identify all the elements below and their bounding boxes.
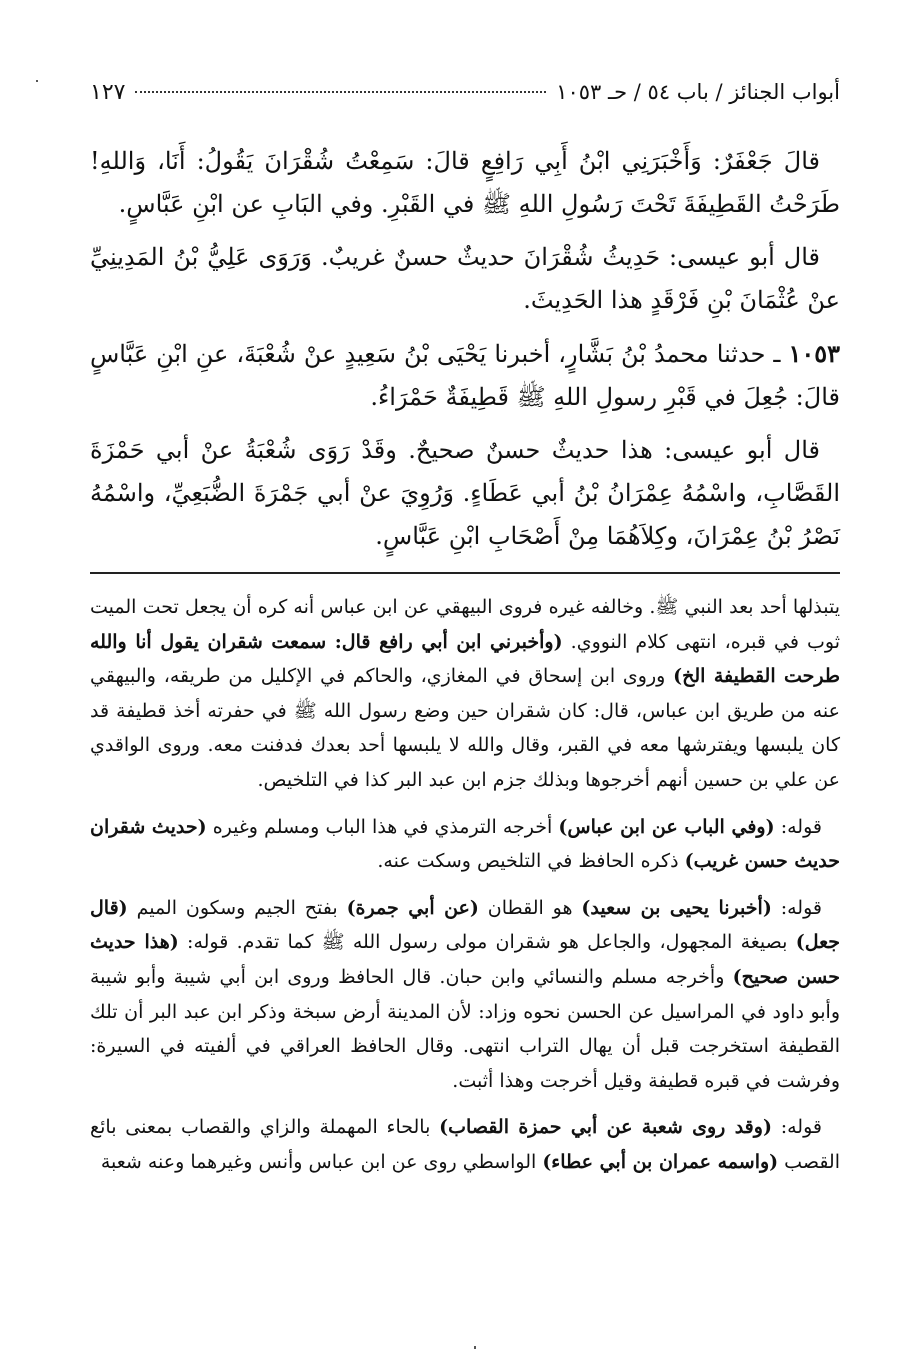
note-quote: (حديث شقران حديث حسن غريب) xyxy=(90,815,840,873)
footnote-divider xyxy=(90,572,840,574)
note-quote: (قال جعل) xyxy=(90,896,840,954)
note-text: هو القطان xyxy=(478,896,582,919)
main-paragraph-4: قال أبو عيسى: هذا حديثٌ حسنٌ صحيحٌ. وقَدْ رَوَى شُعْبَةُ عنْ أبي حَمْزَةَ القَصَّابِ، واسْمُهُ عِمْرَانُ بْنُ أبي عَطَاءٍ. وَرُوِيَ عنْ أبي جَمْرَةَ الضُّبَعِيِّ، واسْمُهُ نَصْرُ بْنُ عِمْرَانَ، وكِلاَهُمَا مِنْ أَصْحَابِ ابْنِ عَبَّاسٍ. xyxy=(90,436,841,550)
commentary-paragraph-3 xyxy=(90,891,840,1099)
header-title: أبواب الجنائز / باب ٥٤ / حـ ١٠٥٣ xyxy=(556,80,840,104)
note-text: بالحاء المهملة والزاي والقصاب بمعنى بائع القصب xyxy=(90,1116,840,1173)
running-header xyxy=(90,80,840,124)
commentary-paragraph-1 xyxy=(90,590,840,798)
page-speck xyxy=(36,80,38,82)
page-speck-bottom xyxy=(474,1346,476,1349)
note-quote: (وفي الباب عن ابن عباس) xyxy=(558,815,775,838)
note-quote: (وقد روى شعبة عن أبي حمزة القصاب) xyxy=(439,1116,772,1139)
note-text: وأخرجه مسلم والنسائي وابن حبان. قال الحافظ وروى ابن أبي شيبة وأبو شيبة وأبو داود في المراسيل عن الحسن نحوه وزاد: لأن المدينة أرض سبخة وذكر ابن عبد البر أن تلك القطيفة استخرجت قبل أن يهال التراب انتهى. وقال الحافظ العراقي في ألفيته في السيرة: وفرشت في قبره قطيفة وقيل أخرجت وهذا أثبت. xyxy=(90,965,840,1092)
note-quote: (وأخبرني ابن أبي رافع قال: سمعت شقران يقول أنا والله طرحت القطيفة الخ) xyxy=(90,630,840,688)
hadith-number: ١٠٥٣ xyxy=(788,339,840,368)
note-text: ذكره الحافظ في التلخيص وسكت عنه. xyxy=(377,850,685,873)
note-quote: (هذا حديث حسن صحيح) xyxy=(90,931,840,988)
book-page xyxy=(90,80,840,1340)
note-quote: (أخبرنا يحيى بن سعيد) xyxy=(581,896,772,919)
main-text xyxy=(90,140,840,558)
commentary-paragraph-4 xyxy=(90,1110,840,1179)
note-text: وروى ابن إسحاق في المغازي، والحاكم في الإكليل من طريقه، والبيهقي عنه من طريق ابن عباس، قال: كان شقران حين وضع رسول الله ﷺ في حفرته أخذ قطيفة قد كان يلبسها ويفترشها معه في القبر، وقال والله لا يلبسها أحد بعدك فدفنت معه. وروى الواقدي عن علي بن حسين أنهم أخرجوها وبذلك جزم ابن عبد البر كذا في التلخيص. xyxy=(90,665,840,791)
note-quote: (واسمه عمران بن أبي عطاء) xyxy=(542,1150,779,1173)
note-text: يتبذلها أحد بعد النبي ﷺ. وخالفه غيره فروى البيهقي عن ابن عباس أنه كره أن يجعل تحت الميت ثوب في قبره، انتهى كلام النووي. xyxy=(90,596,840,653)
note-text: بصيغة المجهول، والجاعل هو شقران مولى رسول الله ﷺ كما تقدم. قوله: xyxy=(178,931,796,954)
note-text: قوله: xyxy=(774,815,822,838)
hadith-text: ـ حدثنا محمدُ بْنُ بَشَّارٍ، أخبرنا يَحْيَى بْنُ سَعِيدٍ عنْ شُعْبَةَ، عنِ ابْنِ عَبَّاسٍ قالَ: جُعِلَ في قَبْرِ رسولِ اللهِ ﷺ قَطِيفَةٌ حَمْرَاءُ. xyxy=(90,340,840,411)
main-paragraph-2: قال أبو عيسى: حَدِيثُ شُقْرَانَ حديثٌ حسنٌ غريبٌ. وَرَوَى عَلِيُّ بْنُ المَدِينِيِّ عنْ عُثْمَانَ بْنِ فَرْقَدٍ هذا الحَدِيثَ. xyxy=(90,243,840,314)
header-leader-dots xyxy=(135,91,546,93)
commentary xyxy=(90,590,840,1180)
page-number: ١٢٧ xyxy=(90,80,126,105)
note-text: قوله: xyxy=(771,896,822,919)
note-text: قوله: xyxy=(771,1116,822,1139)
commentary-paragraph-2 xyxy=(90,810,840,879)
main-paragraph-1: قالَ جَعْفَرٌ: وَأَخْبَرَنِي ابْنُ أَبِي رَافِعٍ قالَ: سَمِعْتُ شُقْرَانَ يَقُولُ: أَنَا، وَاللهِ! طَرَحْتُ القَطِيفَةَ تَحْتَ رَسُولِ اللهِ ﷺ في القَبْرِ. وفي البَابِ عن ابْنِ عَبَّاسٍ. xyxy=(90,147,840,218)
note-text: بفتح الجيم وسكون الميم xyxy=(127,896,347,919)
note-text: الواسطي روى عن ابن عباس وأنس وغيرهما وعنه شعبة xyxy=(100,1150,543,1173)
hadith-1053 xyxy=(90,332,840,419)
note-text: أخرجه الترمذي في هذا الباب ومسلم وغيره xyxy=(206,815,559,838)
note-quote: (عن أبي جمرة) xyxy=(346,896,479,919)
